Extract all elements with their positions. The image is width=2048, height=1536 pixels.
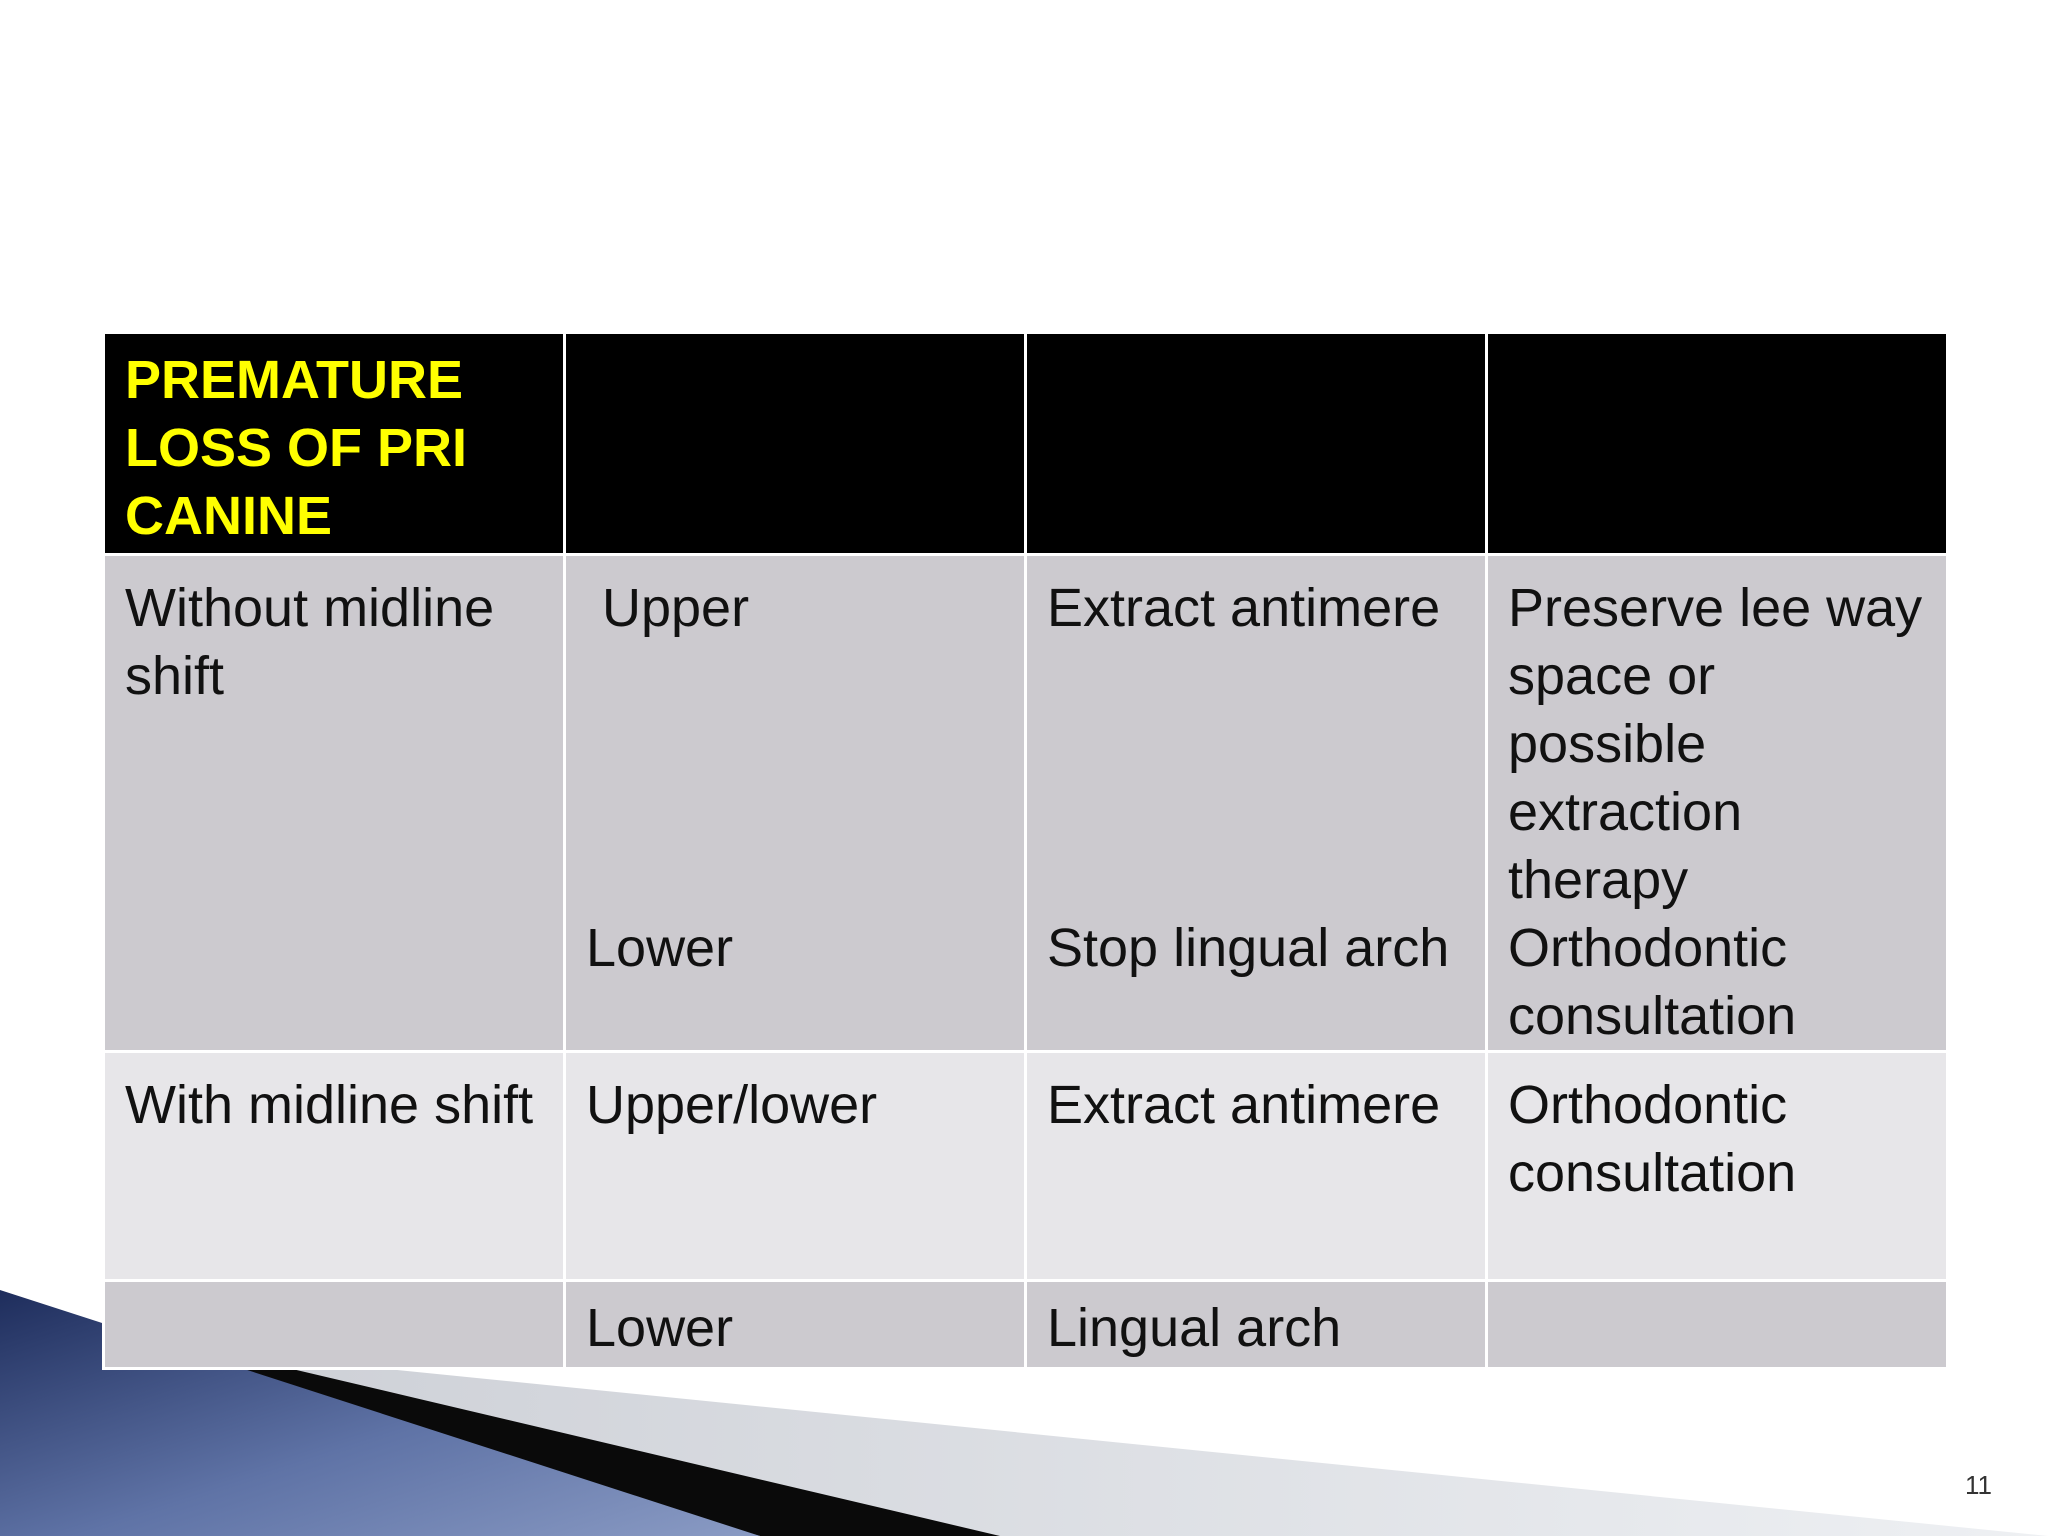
header-cell-2	[565, 333, 1026, 555]
condition-cell	[104, 1281, 565, 1369]
recommendation-cell	[1487, 1281, 1948, 1369]
action-lower-text: Stop lingual arch	[1047, 918, 1450, 978]
condition-cell: With midline shift	[104, 1052, 565, 1281]
header-cell-4	[1487, 333, 1948, 555]
action-cell: Lingual arch	[1026, 1281, 1487, 1369]
header-cell-title: PREMATURE LOSS OF PRI CANINE	[104, 333, 565, 555]
recommendation-cell: Orthodontic consultation	[1487, 1052, 1948, 1281]
table-row	[104, 1281, 1948, 1369]
action-cell: Extract antimere	[1026, 1052, 1487, 1281]
arch-cell: Upper/lower	[565, 1052, 1026, 1281]
arch-cell: Lower	[565, 1281, 1026, 1369]
header-cell-3	[1026, 333, 1487, 555]
arch-cell	[565, 555, 1026, 1052]
table-row	[104, 555, 1948, 1052]
condition-cell: Without midline shift	[104, 555, 565, 1052]
table-header-row	[104, 333, 1948, 555]
action-cell	[1026, 555, 1487, 1052]
recommendation-cell: Preserve lee way space or possible extraction therapy Orthodontic consultation	[1487, 555, 1948, 1052]
arch-lower-text: Lower	[586, 918, 734, 978]
page-number: 11	[1965, 1470, 1992, 1500]
table-row	[104, 1052, 1948, 1281]
action-upper-text: Extract antimere	[1047, 578, 1441, 638]
arch-upper-text: Upper	[602, 578, 750, 638]
canine-loss-table	[102, 331, 1949, 1370]
